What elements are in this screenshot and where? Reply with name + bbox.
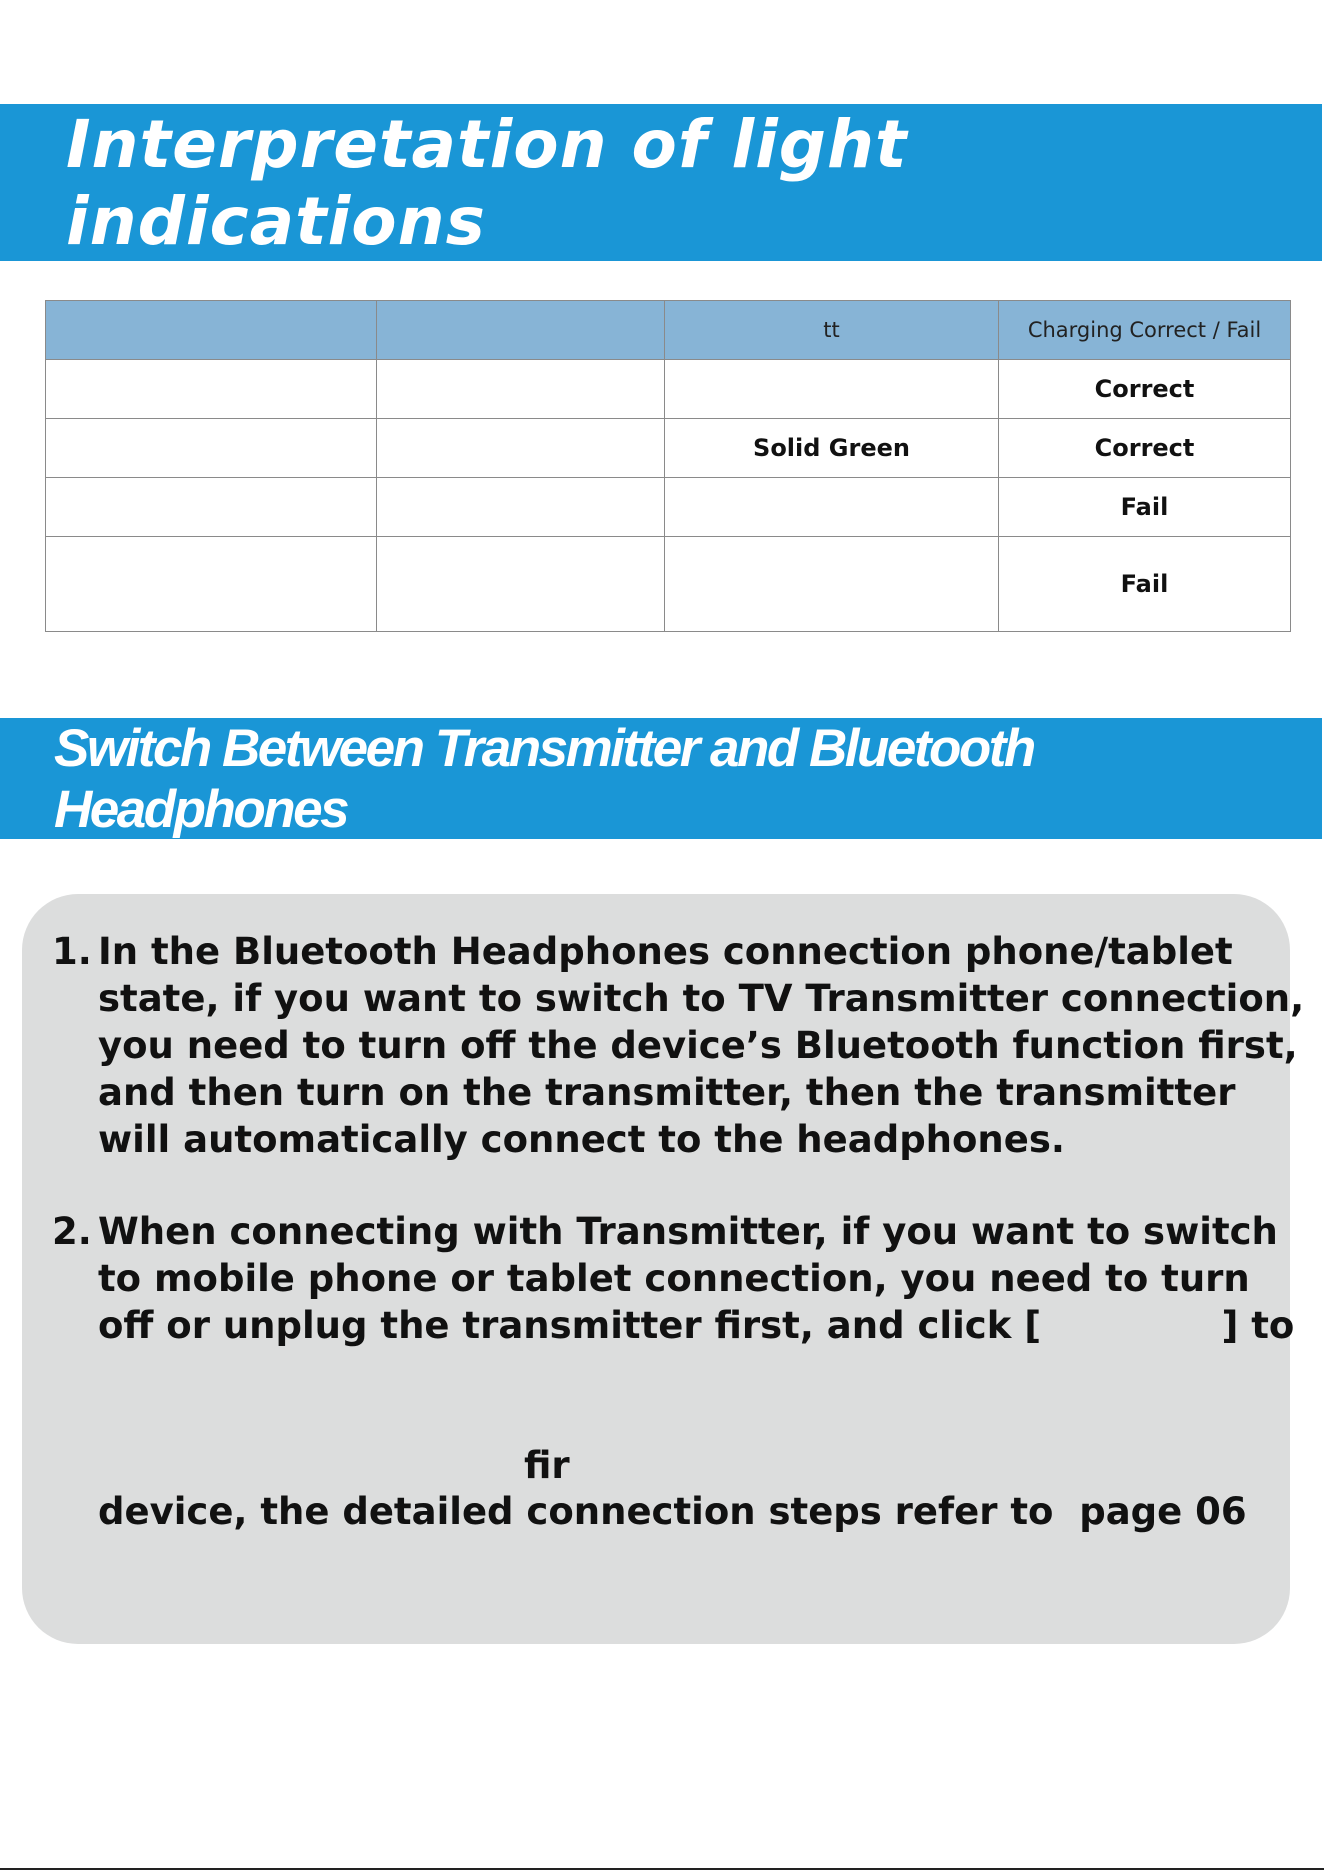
table-cell [665, 537, 999, 632]
instruction-line: and then turn on the transmitter, then the transmitter [98, 1071, 1236, 1114]
table-row [46, 360, 1291, 419]
table-header-cell [377, 301, 665, 360]
instruction-line-page-reference: device, the detailed connection steps refer to page 06 [98, 1490, 1247, 1533]
table-cell [665, 478, 999, 537]
section-title-switch: Switch Between Transmitter and Bluetooth Headphones [54, 718, 1034, 839]
table-cell-charging-status: Fail [999, 478, 1291, 537]
table-cell [377, 360, 665, 419]
table-cell [377, 419, 665, 478]
table-header-cell [46, 301, 377, 360]
instructions-panel [22, 894, 1305, 1644]
table-cell-charging-status: Correct [999, 360, 1291, 419]
light-indications-table [45, 300, 1291, 632]
table-header-row [46, 301, 1291, 360]
instruction-line: you need to turn off the device’s Bluetooth function first, [98, 1024, 1298, 1067]
table-cell [46, 537, 377, 632]
section-title-light-indications: Interpretation of light indications [66, 105, 908, 260]
step-number: 1. [52, 930, 92, 973]
step-number: 2. [52, 1210, 92, 1253]
instruction-line: off or unplug the transmitter first, and click [ ] to [98, 1304, 1295, 1347]
table-header-cell: tt [665, 301, 999, 360]
instruction-line: 1. In the Bluetooth Headphones connection phone/tablet [52, 930, 1233, 973]
section-banner-switch [0, 718, 1322, 839]
table-row [46, 419, 1291, 478]
instruction-line: will automatically connect to the headphones. [98, 1118, 1065, 1161]
section-banner-light-indications [0, 104, 1322, 261]
table-cell [377, 537, 665, 632]
instruction-line: to mobile phone or tablet connection, you need to turn [98, 1257, 1250, 1300]
instruction-step-2 [52, 1208, 1295, 1349]
table-cell [377, 478, 665, 537]
table-cell [665, 360, 999, 419]
table-header-cell-charging-status: Charging Correct / Fail [999, 301, 1291, 360]
footer-divider [0, 1868, 1324, 1870]
instruction-line: 2. When connecting with Transmitter, if you want to switch [52, 1210, 1278, 1253]
table-cell-charging-status: Fail [999, 537, 1291, 632]
table-cell-charging-status: Correct [999, 419, 1291, 478]
table-cell [46, 360, 377, 419]
instruction-line: state, if you want to switch to TV Transmitter connection, [98, 977, 1305, 1020]
instruction-fragment: fir [524, 1444, 570, 1487]
table-cell-light-state: Solid Green [665, 419, 999, 478]
instruction-step-1 [52, 928, 1305, 1163]
table-row [46, 537, 1291, 632]
table-row [46, 478, 1291, 537]
table-cell [46, 419, 377, 478]
table-cell [46, 478, 377, 537]
